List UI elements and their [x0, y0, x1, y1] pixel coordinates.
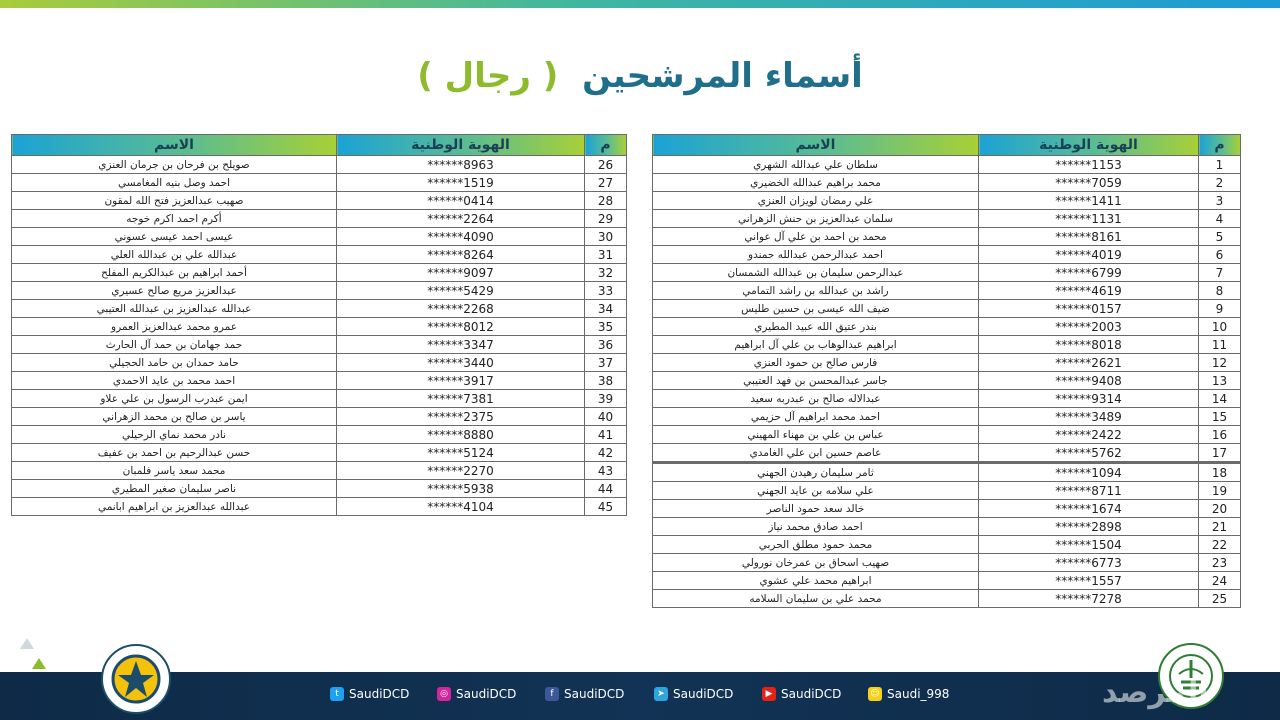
- table-row: [12, 372, 627, 390]
- table-row: [653, 390, 1241, 408]
- row-national-id: ******2375: [337, 408, 585, 426]
- row-name: عبدالله عبدالعزيز بن ابراهيم ابانمي: [12, 498, 337, 516]
- row-number: 41: [585, 426, 627, 444]
- table-row: [12, 300, 627, 318]
- row-number: 24: [1199, 572, 1241, 590]
- row-name: عبدالله عبدالعزيز بن عبدالله العتيبي: [12, 300, 337, 318]
- social-link[interactable]: [437, 685, 516, 703]
- row-name: محمد براهيم عبدالله الخضيري: [653, 174, 979, 192]
- row-name: محمد سعد ياسر فلمبان: [12, 462, 337, 480]
- table-row: [12, 354, 627, 372]
- row-name: عاصم حسين ابن علي الغامدي: [653, 444, 979, 463]
- table-row: [12, 228, 627, 246]
- row-national-id: ******1094: [979, 463, 1199, 482]
- row-national-id: ******3440: [337, 354, 585, 372]
- row-national-id: ******5429: [337, 282, 585, 300]
- row-name: احمد محمد بن عايد الاحمدي: [12, 372, 337, 390]
- telegram-icon: ➤: [654, 687, 668, 701]
- row-name: أحمد ابراهيم بن عبدالكريم المفلح: [12, 264, 337, 282]
- row-number: 10: [1199, 318, 1241, 336]
- row-name: عبدالرحمن سليمان بن عبدالله الشمسان: [653, 264, 979, 282]
- row-name: أكرم احمد اكرم خوجه: [12, 210, 337, 228]
- social-link[interactable]: [545, 685, 624, 703]
- table-row: [12, 264, 627, 282]
- candidates-table-right: [652, 134, 1241, 608]
- header-id: الهوية الوطنية: [979, 135, 1199, 156]
- row-national-id: ******4104: [337, 498, 585, 516]
- header-num: م: [585, 135, 627, 156]
- row-name: فارس صالح بن حمود العنزي: [653, 354, 979, 372]
- row-national-id: ******8012: [337, 318, 585, 336]
- table-row: [653, 246, 1241, 264]
- row-national-id: ******2264: [337, 210, 585, 228]
- row-number: 37: [585, 354, 627, 372]
- row-national-id: ******5938: [337, 480, 585, 498]
- row-number: 18: [1199, 463, 1241, 482]
- row-national-id: ******5762: [979, 444, 1199, 463]
- row-national-id: ******5124: [337, 444, 585, 462]
- row-number: 5: [1199, 228, 1241, 246]
- decor-triangle: [32, 658, 46, 669]
- row-name: نادر محمد نماي الرحيلي: [12, 426, 337, 444]
- table-row: [12, 192, 627, 210]
- row-number: 29: [585, 210, 627, 228]
- row-name: حسن عبدالرحيم بن احمد بن عفيف: [12, 444, 337, 462]
- table-row: [653, 228, 1241, 246]
- footer-bar: [0, 672, 1280, 720]
- table-row: [653, 210, 1241, 228]
- row-name: حمد جهامان بن حمد آل الحارث: [12, 336, 337, 354]
- row-number: 39: [585, 390, 627, 408]
- row-number: 7: [1199, 264, 1241, 282]
- row-number: 3: [1199, 192, 1241, 210]
- table-row: [653, 282, 1241, 300]
- title-main: أسماء المرشحين: [582, 56, 863, 96]
- row-number: 33: [585, 282, 627, 300]
- table-row: [12, 318, 627, 336]
- row-name: ثامر سليمان رهيدن الجهني: [653, 463, 979, 482]
- row-name: عيسى احمد عيسى عسوني: [12, 228, 337, 246]
- table-row: [653, 174, 1241, 192]
- row-name: صهيب عبدالعزيز فتح الله لمقون: [12, 192, 337, 210]
- row-name: محمد حمود مطلق الحربي: [653, 536, 979, 554]
- row-name: علي سلامه بن عايد الجهني: [653, 482, 979, 500]
- row-number: 12: [1199, 354, 1241, 372]
- row-number: 15: [1199, 408, 1241, 426]
- table-row: [653, 444, 1241, 463]
- table-row: [12, 246, 627, 264]
- row-national-id: ******1153: [979, 156, 1199, 174]
- table-row: [653, 264, 1241, 282]
- row-number: 21: [1199, 518, 1241, 536]
- row-name: عبدالله علي بن عبدالله العلي: [12, 246, 337, 264]
- row-national-id: ******9408: [979, 372, 1199, 390]
- row-number: 9: [1199, 300, 1241, 318]
- row-number: 19: [1199, 482, 1241, 500]
- row-number: 27: [585, 174, 627, 192]
- row-name: ياسر بن صالح بن محمد الزهراني: [12, 408, 337, 426]
- row-national-id: ******8161: [979, 228, 1199, 246]
- table-row: [653, 590, 1241, 608]
- table-row: [653, 408, 1241, 426]
- row-name: عمرو محمد عبدالعزيز العمرو: [12, 318, 337, 336]
- row-national-id: ******8264: [337, 246, 585, 264]
- row-number: 8: [1199, 282, 1241, 300]
- row-name: سلمان عبدالعزيز بن حنش الزهراني: [653, 210, 979, 228]
- table-row: [653, 518, 1241, 536]
- row-name: ابراهيم محمد علي عشوي: [653, 572, 979, 590]
- snapchat-icon: ☺: [868, 687, 882, 701]
- row-number: 6: [1199, 246, 1241, 264]
- table-row: [653, 300, 1241, 318]
- table-row: [12, 336, 627, 354]
- facebook-icon: f: [545, 687, 559, 701]
- table-row: [12, 426, 627, 444]
- social-link[interactable]: [330, 685, 409, 703]
- row-number: 34: [585, 300, 627, 318]
- table-row: [12, 210, 627, 228]
- row-national-id: ******6773: [979, 554, 1199, 572]
- row-national-id: ******1557: [979, 572, 1199, 590]
- page-title: [0, 56, 1280, 96]
- row-national-id: ******0157: [979, 300, 1199, 318]
- table-row: [653, 482, 1241, 500]
- row-number: 13: [1199, 372, 1241, 390]
- row-number: 38: [585, 372, 627, 390]
- row-name: عبدالعزيز مريع صالح عسيري: [12, 282, 337, 300]
- row-name: محمد بن احمد بن علي آل عواني: [653, 228, 979, 246]
- table-row: [653, 536, 1241, 554]
- youtube-icon: ▶: [762, 687, 776, 701]
- row-number: 11: [1199, 336, 1241, 354]
- header-id: الهوية الوطنية: [337, 135, 585, 156]
- row-national-id: ******2621: [979, 354, 1199, 372]
- table-row: [12, 390, 627, 408]
- row-national-id: ******6799: [979, 264, 1199, 282]
- row-name: سلطان علي عبدالله الشهري: [653, 156, 979, 174]
- row-name: بندر عتيق الله عبيد المطيري: [653, 318, 979, 336]
- table-row: [12, 408, 627, 426]
- row-number: 22: [1199, 536, 1241, 554]
- social-label: SaudiDCD: [349, 687, 410, 701]
- table-row: [653, 192, 1241, 210]
- row-name: جاسر عبدالمحسن بن فهد العتيبي: [653, 372, 979, 390]
- social-label: SaudiDCD: [456, 687, 517, 701]
- table-row: [12, 480, 627, 498]
- table-row: [12, 156, 627, 174]
- title-sub: ( رجال ): [417, 56, 559, 96]
- row-national-id: ******4019: [979, 246, 1199, 264]
- row-number: 32: [585, 264, 627, 282]
- row-number: 31: [585, 246, 627, 264]
- row-national-id: ******8963: [337, 156, 585, 174]
- table-row: [653, 318, 1241, 336]
- table-row: [653, 572, 1241, 590]
- row-national-id: ******9314: [979, 390, 1199, 408]
- row-national-id: ******1131: [979, 210, 1199, 228]
- row-name: ضيف الله عيسى بن حسين طليس: [653, 300, 979, 318]
- row-name: احمد وصل بنيه المغامسي: [12, 174, 337, 192]
- row-national-id: ******2270: [337, 462, 585, 480]
- table-row: [653, 426, 1241, 444]
- row-national-id: ******4619: [979, 282, 1199, 300]
- table-row: [653, 354, 1241, 372]
- decor-triangle: [20, 638, 34, 649]
- social-link[interactable]: [868, 685, 949, 703]
- row-number: 36: [585, 336, 627, 354]
- row-name: احمد صادق محمد نياز: [653, 518, 979, 536]
- watermark-logo: المرصد: [1102, 675, 1209, 710]
- table-row: [653, 463, 1241, 482]
- row-national-id: ******0414: [337, 192, 585, 210]
- row-number: 1: [1199, 156, 1241, 174]
- candidates-table-left: [11, 134, 627, 516]
- row-number: 43: [585, 462, 627, 480]
- row-number: 17: [1199, 444, 1241, 463]
- row-number: 28: [585, 192, 627, 210]
- twitter-icon: t: [330, 687, 344, 701]
- social-link[interactable]: [654, 685, 733, 703]
- header-name: الاسم: [653, 135, 979, 156]
- row-name: راشد بن عبدالله بن راشد التمامي: [653, 282, 979, 300]
- header-name: الاسم: [12, 135, 337, 156]
- table-row: [12, 444, 627, 462]
- row-name: عباس بن علي بن مهناء المهيني: [653, 426, 979, 444]
- row-number: 44: [585, 480, 627, 498]
- row-name: صهيب اسحاق بن عمرخان نورولي: [653, 554, 979, 572]
- row-national-id: ******7278: [979, 590, 1199, 608]
- row-number: 20: [1199, 500, 1241, 518]
- header-num: م: [1199, 135, 1241, 156]
- row-name: عبدالاله صالح بن عبدربه سعيد: [653, 390, 979, 408]
- top-gradient-bar: [0, 0, 1280, 8]
- table-row: [12, 462, 627, 480]
- row-name: احمد عبدالرحمن عبدالله حمندو: [653, 246, 979, 264]
- row-number: 30: [585, 228, 627, 246]
- row-national-id: ******7059: [979, 174, 1199, 192]
- row-number: 25: [1199, 590, 1241, 608]
- row-national-id: ******1411: [979, 192, 1199, 210]
- table-row: [12, 282, 627, 300]
- row-name: خالد سعد حمود الناصر: [653, 500, 979, 518]
- social-link[interactable]: [762, 685, 841, 703]
- row-number: 26: [585, 156, 627, 174]
- social-label: SaudiDCD: [781, 687, 842, 701]
- row-name: ابراهيم عبدالوهاب بن علي آل ابراهيم: [653, 336, 979, 354]
- row-national-id: ******2003: [979, 318, 1199, 336]
- row-name: علي رمضان لويزان العنزي: [653, 192, 979, 210]
- row-number: 16: [1199, 426, 1241, 444]
- row-number: 23: [1199, 554, 1241, 572]
- instagram-icon: ◎: [437, 687, 451, 701]
- row-name: صويلح بن فرحان بن جرمان العنزي: [12, 156, 337, 174]
- row-national-id: ******3347: [337, 336, 585, 354]
- social-label: SaudiDCD: [673, 687, 734, 701]
- row-national-id: ******2898: [979, 518, 1199, 536]
- row-name: ايمن عبدرب الرسول بن علي علاو: [12, 390, 337, 408]
- row-national-id: ******3917: [337, 372, 585, 390]
- social-label: SaudiDCD: [564, 687, 625, 701]
- row-name: حامد حمدان بن حامد الحجيلي: [12, 354, 337, 372]
- row-name: محمد علي بن سليمان السلامه: [653, 590, 979, 608]
- row-national-id: ******7381: [337, 390, 585, 408]
- row-number: 2: [1199, 174, 1241, 192]
- row-national-id: ******2268: [337, 300, 585, 318]
- row-national-id: ******1674: [979, 500, 1199, 518]
- table-row: [653, 156, 1241, 174]
- social-label: Saudi_998: [887, 687, 950, 701]
- row-national-id: ******8711: [979, 482, 1199, 500]
- row-number: 45: [585, 498, 627, 516]
- row-number: 14: [1199, 390, 1241, 408]
- row-name: احمد محمد ابراهيم آل حزيمي: [653, 408, 979, 426]
- row-name: ناصر سليمان صغير المطيري: [12, 480, 337, 498]
- civil-defense-emblem: [101, 644, 171, 714]
- table-row: [653, 500, 1241, 518]
- table-row: [12, 174, 627, 192]
- table-row: [653, 554, 1241, 572]
- row-national-id: ******3489: [979, 408, 1199, 426]
- table-row: [653, 372, 1241, 390]
- row-number: 42: [585, 444, 627, 462]
- row-number: 35: [585, 318, 627, 336]
- row-national-id: ******9097: [337, 264, 585, 282]
- row-number: 4: [1199, 210, 1241, 228]
- row-national-id: ******2422: [979, 426, 1199, 444]
- table-row: [653, 336, 1241, 354]
- row-national-id: ******8880: [337, 426, 585, 444]
- row-national-id: ******1519: [337, 174, 585, 192]
- row-number: 40: [585, 408, 627, 426]
- table-row: [12, 498, 627, 516]
- row-national-id: ******1504: [979, 536, 1199, 554]
- row-national-id: ******8018: [979, 336, 1199, 354]
- row-national-id: ******4090: [337, 228, 585, 246]
